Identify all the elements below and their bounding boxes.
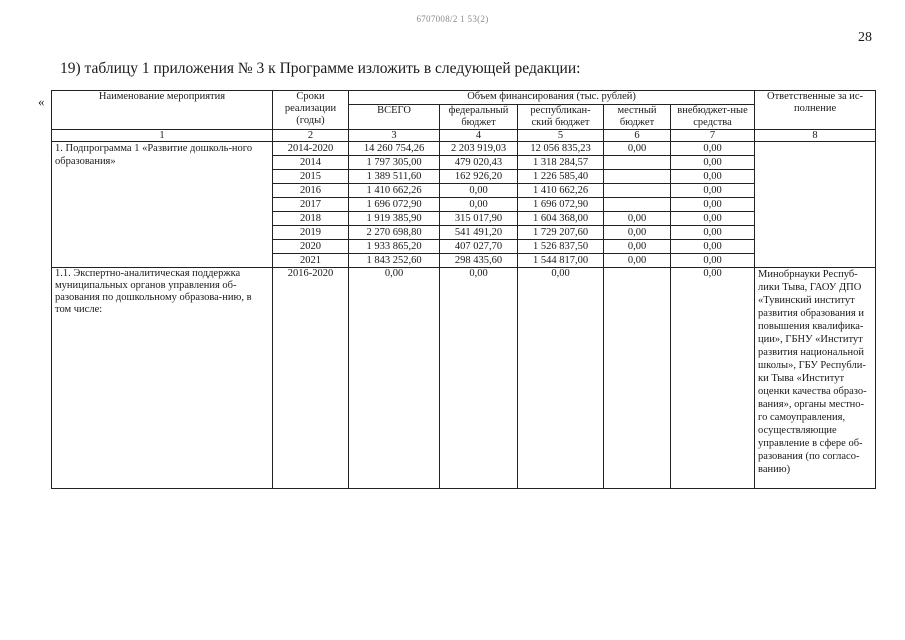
cell-local xyxy=(604,184,671,198)
cell-republic: 1 544 817,00 xyxy=(518,254,604,268)
cell-republic: 1 526 837,50 xyxy=(518,240,604,254)
cell-extra: 0,00 xyxy=(671,156,755,170)
cell-year: 2019 xyxy=(273,226,349,240)
cell-local: 0,00 xyxy=(604,142,671,156)
header-responsible: Ответственные за ис-полнение xyxy=(755,91,876,130)
cell-federal: 407 027,70 xyxy=(440,240,518,254)
cell-extra: 0,00 xyxy=(671,226,755,240)
col-number: 2 xyxy=(273,130,349,142)
cell-federal: 298 435,60 xyxy=(440,254,518,268)
cell-extra: 0,00 xyxy=(671,184,755,198)
header-funding-group: Объем финансирования (тыс. рублей) xyxy=(349,91,755,105)
cell-year: 2017 xyxy=(273,198,349,212)
cell-federal: 0,00 xyxy=(440,268,518,489)
cell-republic: 1 729 207,60 xyxy=(518,226,604,240)
cell-total: 1 389 511,60 xyxy=(349,170,440,184)
header-local: местный бюджет xyxy=(604,105,671,130)
cell-year: 2014 xyxy=(273,156,349,170)
cell-total: 14 260 754,26 xyxy=(349,142,440,156)
cell-responsible: Минобрнауки Респуб-лики Тыва, ГАОУ ДПО «Тувинский институт развития образования и повышения квалифика-ции», ГБНУ «Институт развития национальной школы», ГБУ Республи-ки Тыва «Институт оценки качества образо-вания», органы местно-го самоуправления, осуществляющие управление в сфере об-разования (по согласо-ванию) xyxy=(755,268,876,489)
cell-republic: 1 604 368,00 xyxy=(518,212,604,226)
col-number: 5 xyxy=(518,130,604,142)
cell-total: 1 410 662,26 xyxy=(349,184,440,198)
cell-extra: 0,00 xyxy=(671,268,755,489)
cell-federal: 541 491,20 xyxy=(440,226,518,240)
cell-total: 1 696 072,90 xyxy=(349,198,440,212)
cell-total: 1 933 865,20 xyxy=(349,240,440,254)
cell-federal: 162 926,20 xyxy=(440,170,518,184)
col-number: 6 xyxy=(604,130,671,142)
cell-total: 1 919 385,90 xyxy=(349,212,440,226)
cell-local xyxy=(604,268,671,489)
col-number: 4 xyxy=(440,130,518,142)
cell-local: 0,00 xyxy=(604,254,671,268)
cell-local xyxy=(604,198,671,212)
cell-local xyxy=(604,156,671,170)
page-number: 28 xyxy=(858,30,872,45)
col-number: 7 xyxy=(671,130,755,142)
table-row xyxy=(52,142,876,156)
col-number: 1 xyxy=(52,130,273,142)
document-stamp: 6707008/2 1 53(2) xyxy=(416,14,489,24)
cell-local: 0,00 xyxy=(604,240,671,254)
table-row-item-1-1 xyxy=(52,268,876,489)
col-number: 8 xyxy=(755,130,876,142)
cell-year: 2021 xyxy=(273,254,349,268)
subprogram-name: 1. Подпрограмма 1 «Развитие дошколь-ного образования» xyxy=(52,142,273,268)
cell-federal: 315 017,90 xyxy=(440,212,518,226)
header-federal: федеральный бюджет xyxy=(440,105,518,130)
cell-republic: 0,00 xyxy=(518,268,604,489)
cell-extra: 0,00 xyxy=(671,254,755,268)
cell-republic: 12 056 835,23 xyxy=(518,142,604,156)
cell-republic: 1 410 662,26 xyxy=(518,184,604,198)
cell-extra: 0,00 xyxy=(671,170,755,184)
cell-federal: 0,00 xyxy=(440,198,518,212)
cell-federal: 2 203 919,03 xyxy=(440,142,518,156)
cell-republic: 1 318 284,57 xyxy=(518,156,604,170)
cell-extra: 0,00 xyxy=(671,198,755,212)
cell-total: 1 843 252,60 xyxy=(349,254,440,268)
header-total: ВСЕГО xyxy=(349,105,440,130)
cell-responsible-empty xyxy=(755,142,876,268)
cell-extra: 0,00 xyxy=(671,240,755,254)
intro-text: 19) таблицу 1 приложения № 3 к Программе изложить в следующей редакции: xyxy=(60,60,581,77)
cell-year: 2016 xyxy=(273,184,349,198)
cell-total: 2 270 698,80 xyxy=(349,226,440,240)
funding-table xyxy=(51,90,876,489)
header-extra: внебюджет-ные средства xyxy=(671,105,755,130)
cell-local xyxy=(604,170,671,184)
cell-republic: 1 226 585,40 xyxy=(518,170,604,184)
header-republic: республикан-ский бюджет xyxy=(518,105,604,130)
cell-federal: 0,00 xyxy=(440,184,518,198)
cell-extra: 0,00 xyxy=(671,142,755,156)
cell-year: 2020 xyxy=(273,240,349,254)
header-row-1 xyxy=(52,91,876,105)
cell-extra: 0,00 xyxy=(671,212,755,226)
cell-local: 0,00 xyxy=(604,212,671,226)
column-number-row xyxy=(52,130,876,142)
cell-local: 0,00 xyxy=(604,226,671,240)
cell-year: 2016-2020 xyxy=(273,268,349,489)
col-number: 3 xyxy=(349,130,440,142)
item-name: 1.1. Экспертно-аналитическая поддержка муниципальных органов управления об-разования по дошкольному образова-нию, в том числе: xyxy=(52,268,273,489)
cell-year: 2014-2020 xyxy=(273,142,349,156)
cell-year: 2018 xyxy=(273,212,349,226)
cell-federal: 479 020,43 xyxy=(440,156,518,170)
cell-total: 0,00 xyxy=(349,268,440,489)
cell-total: 1 797 305,00 xyxy=(349,156,440,170)
open-quote: « xyxy=(38,94,45,109)
header-period: Сроки реализации (годы) xyxy=(273,91,349,130)
cell-republic: 1 696 072,90 xyxy=(518,198,604,212)
header-name: Наименование мероприятия xyxy=(52,91,273,130)
cell-year: 2015 xyxy=(273,170,349,184)
